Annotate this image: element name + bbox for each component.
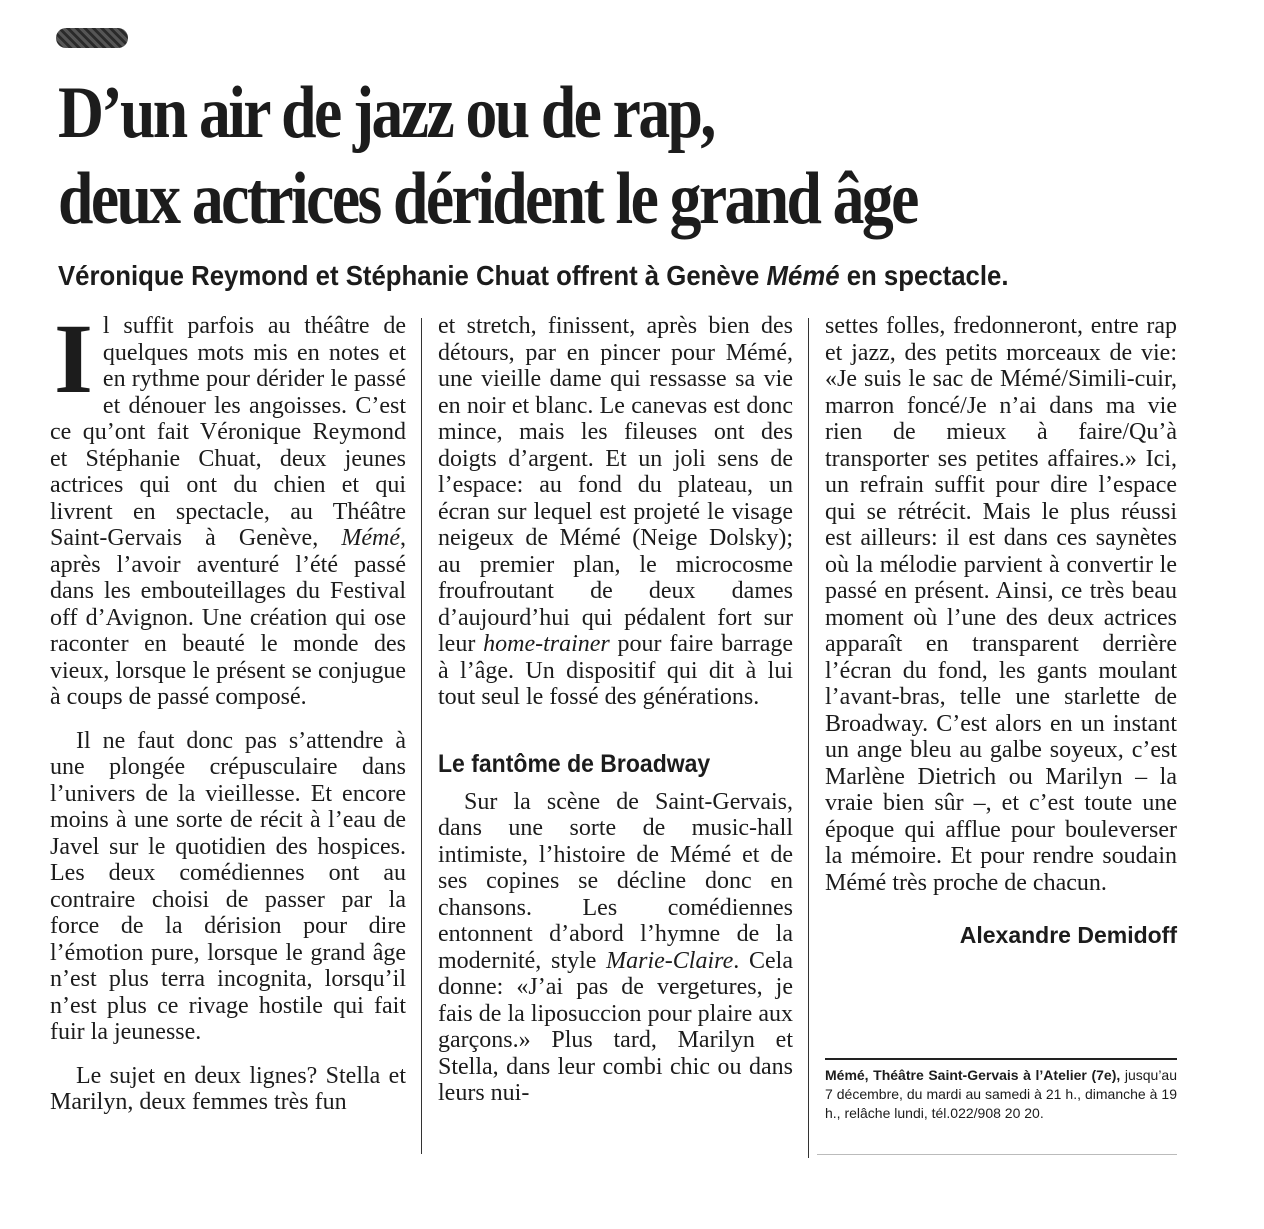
paragraph-text: Sur la scène de Saint-Gervais, dans une sorte de music-hall intimiste, l’histoire de Mémé et de ses copines se décline donc en chansons. Les comédiennes entonnent d’abord l’hymne de la modernité, style bbox=[438, 788, 793, 974]
info-box-bottom-rule bbox=[817, 1154, 1177, 1155]
article-column-3 bbox=[825, 313, 1177, 950]
paragraph: Il ne faut donc pas s’attendre à une plongée crépusculaire dans l’univers de la vieillesse. Et encore moins à une sorte de récit à l’eau de Javel sur le quotidien des hospices. Les deux comédiennes ont au contraire choisi de passer par la force de la dérision pour dire l’émotion pure, lorsque le grand âge n’est plus terra incognita, lorsqu’il n’est plus ce rivage hostile qui fait fuir la jeunesse. bbox=[50, 727, 406, 1045]
headline-line-1: D’un air de jazz ou de rap, bbox=[58, 72, 714, 154]
subheading bbox=[58, 258, 1116, 294]
paragraph bbox=[438, 789, 793, 1107]
column-divider bbox=[808, 318, 809, 1158]
emphasis: home-trainer bbox=[483, 631, 610, 657]
info-title: Mémé, Théâtre Saint-Gervais à l’Atelier (7e), bbox=[825, 1067, 1121, 1083]
info-details: jusqu’au 7 décembre, du mardi au samedi à 21 h., dimanche à 19 h., relâche lundi, tél.022/908 20 20. bbox=[825, 1067, 1178, 1121]
show-title: Mémé bbox=[341, 525, 400, 551]
subhead-text-after: en spectacle. bbox=[839, 260, 1009, 291]
paragraph: settes folles, fredonneront, entre rap et jazz, des petits morceaux de vie: «Je suis le sac de Mémé/Simili-cuir, marron foncé/Je n’ai dans ma vie rien de mieux à faire/Qu’à transporter ses petites affaires.» Ici, un refrain suffit pour dire l’espace qui se rétrécit. Mais le plus réussi est ailleurs: il est dans ces saynètes où la mélodie parvient à convertir le passé en présent. Ainsi, ce très beau moment où l’une des deux actrices apparaît en transparent derrière l’écran du fond, les gants moulant l’avant-bras, telle une starlette de Broadway. C’est alors en un instant un ange bleu au galbe soyeux, c’est Marlène Dietrich ou Marilyn – la vraie bien sûr –, et c’est toute une époque qui afflue pour bouleverser la mémoire. Et pour rendre soudain Mémé très proche de chacun. bbox=[825, 313, 1177, 896]
paragraph: Le sujet en deux lignes? Stella et Marilyn, deux femmes très fun bbox=[50, 1062, 406, 1115]
emphasis: Marie-Claire bbox=[606, 947, 734, 974]
headline bbox=[58, 70, 1047, 242]
column-divider bbox=[421, 318, 422, 1154]
paragraph bbox=[50, 303, 406, 711]
drop-cap: I bbox=[54, 303, 93, 414]
show-info-box bbox=[825, 1058, 1177, 1123]
paragraph-text: pour faire barrage à l’âge. Un dispositif qui dit à lui tout seul le fossé des générations. bbox=[438, 631, 794, 710]
paragraph bbox=[438, 313, 793, 711]
paragraph-text: , après l’avoir aventuré l’été passé dans les embouteillages du Festival off d’Avignon. Une création qui ose raconter en beauté le monde des vieux, lorsque le présent se conjugue à coups de passé composé. bbox=[50, 525, 406, 710]
subhead-show-title: Mémé bbox=[766, 260, 840, 291]
paragraph-text: . Cela donne: «J’ai pas de vergetures, je fais de la liposuccion pour plaire aux garçons.» Plus tard, Marilyn et Stella, dans leur combi chic ou dans leurs nui- bbox=[438, 947, 793, 1106]
headline-line-2: deux actrices dérident le grand âge bbox=[58, 158, 917, 240]
article-column-2 bbox=[438, 313, 793, 1107]
paragraph-text: et stretch, finissent, après bien des détours, par en pincer pour Mémé, une vieille dame qui ressasse sa vie en noir et blanc. Le canevas est donc mince, mais les fileuses ont des doigts d’argent. Et un joli sens de l’espace: au fond du plateau, un écran sur lequel est projeté le visage neigeux de Mémé (Neige Dolsky); au premier plan, le microcosme froufroutant de deux dames d’aujourd’hui qui pédalent fort sur leur bbox=[438, 313, 793, 657]
section-subheading: Le fantôme de Broadway bbox=[438, 749, 711, 778]
publication-logo bbox=[56, 28, 128, 48]
author-byline: Alexandre Demidoff bbox=[959, 922, 1177, 948]
article-column-1 bbox=[50, 303, 406, 1116]
paragraph-text: l suffit parfois au théâtre de quelques mots mis en notes et en rythme pour dérider le passé et dénouer les angoisses. C’est ce qu’ont fait Véronique Reymond et Stéphanie Chuat, deux jeunes actrices qui ont du chien et qui livrent en spectacle, au Théâtre Saint-Gervais à Genève, bbox=[50, 313, 406, 551]
subhead-text-before: Véronique Reymond et Stéphanie Chuat offrent à Genève bbox=[58, 260, 767, 291]
